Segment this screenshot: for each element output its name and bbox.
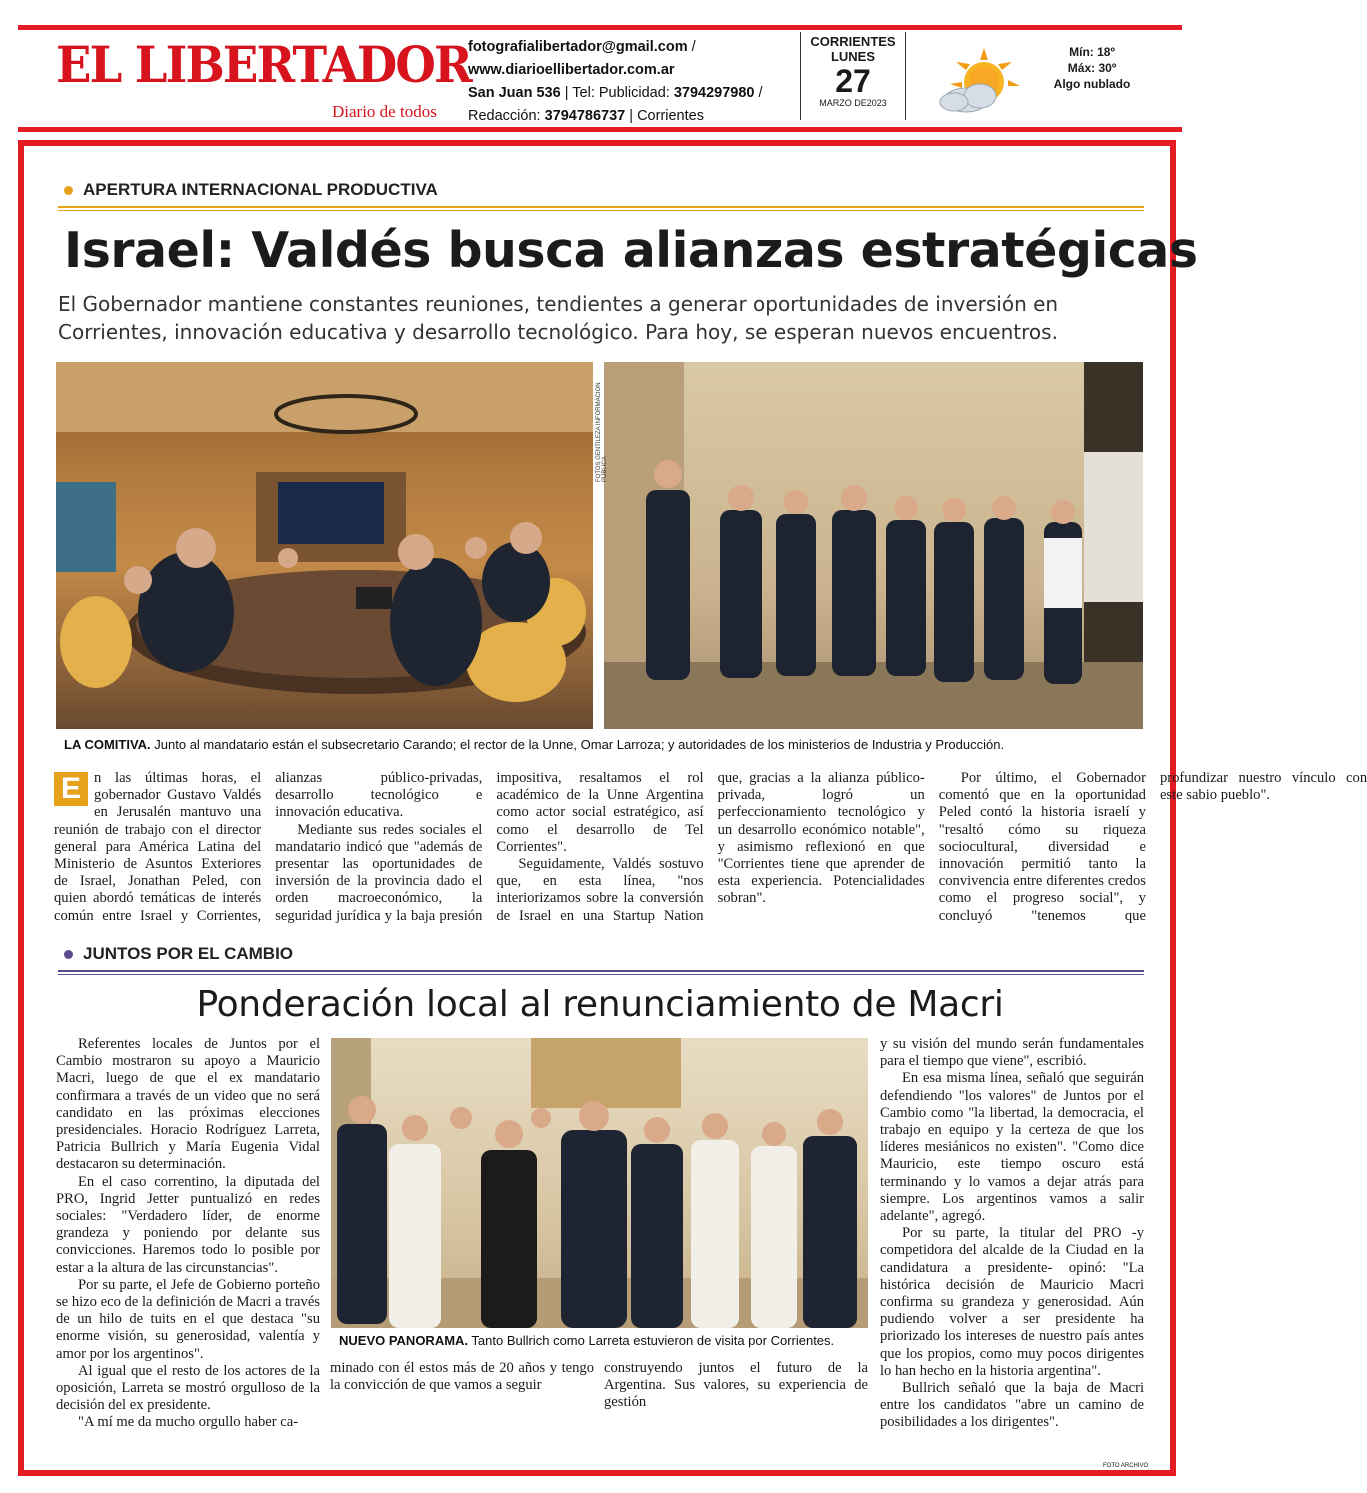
sun-cloud-icon	[932, 46, 1024, 116]
article-2-col-left: Referentes locales de Juntos por el Cambio mostraron su apoyo a Mauricio Macri, luego de que el ex mandatario confirmara a través de un video que no será candidato en las próximas elecciones presidenciales. Horacio Rodríguez Larreta, Patricia Bullrich y María Eugenia Vidal destacaron su determinación. En el caso correntino, la diputada del PRO, Ingrid Jetter puntualizó en redes sociales: "Verdadero líder, de enorme grandeza y poniendo por delante sus convicciones. Haremos todo lo posible por estar a la altura de las circunstancias". Por su parte, el Jefe de Gobierno porteño se hizo eco de la definición de Macri a través de un hilo de tuits en el que destaca "su enorme visión, su generosidad, valentía y amor por los argentinos". Al igual que el resto de los actores de la oposición, Larreta se mostró orgulloso de la decisión del ex presidente. "A mí me da mucho orgullo haber ca-	[56, 1036, 320, 1431]
article-2-col-mid2: construyendo juntos el futuro de la Argentina. Sus valores, su experiencia de gestión	[604, 1360, 868, 1411]
temp-max: Máx: 30º	[1067, 61, 1117, 75]
website-link[interactable]: www.diarioellibertador.com.ar	[468, 62, 675, 78]
article-1-body: E n las últimas horas, el gobernador Gustavo Valdés en Jerusalén mantuvo una reunión de trabajo con el director general para América Latina del Ministerio de Asuntos Exteriores de Israel, Jonathan Peled, con quien abordó temáticas de interés común entre Israel y Corrientes, alianzas público-privadas, desarrollo tecnológico e innovación educativa. Mediante sus redes sociales el mandatario indicó que "además de presentar las oportunidades de inversión de la provincia dado el orden macroeconómico, la seguridad jurídica y la baja presión impositiva, resaltamos el rol académico de la Unne Argentina como actor social estratégico, así como el desarrollo de Tel Corrientes". Seguidamente, Valdés sostuvo que, en esta línea, "nos interiorizamos sobre la conversión de Israel en una Startup Nation que, gracias a la alianza público-privada, logró un perfeccionamiento tecnológico y un desarrollo económico notable", y asimismo reflexionó en que "Corrientes tiene que aprender de esta experiencia. Potencialidades sobran". Por último, el Gobernador comentó que en la oportunidad Peled contó la historia israelí y "resaltó cómo su riqueza sociocultural, diversidad e innovación permitió tanto la convivencia entre diferentes credos como el progreso social", y concluyó "tenemos que profundizar nuestro vínculo con este sabio pueblo".	[54, 770, 1367, 924]
article-2-headline[interactable]: Ponderación local al renunciamiento de Macri	[196, 984, 1004, 1025]
photo-meeting-room[interactable]	[56, 362, 593, 729]
section-rule-1	[58, 206, 1144, 211]
article-1-headline[interactable]: Israel: Valdés busca alianzas estratégicas	[64, 222, 1198, 279]
kicker-section-2: JUNTOS POR EL CAMBIO	[64, 944, 293, 964]
photo-caption-1: LA COMITIVA. Junto al mandatario están el subsecretario Carando; el rector de la Unne, Omar Larroza; y autoridades de los ministerios de Industria y Producción.	[64, 737, 1005, 752]
contact-block: fotografialibertador@gmail.com / www.diarioellibertador.com.ar San Juan 536 | Tel: Publicidad: 3794297980 / Redacción: 3794786737 | Corrientes	[468, 39, 763, 124]
photo-credit-1: FOTOS GENTILEZA INFORMACIÓN PÚBLICA	[596, 382, 608, 482]
slogan: Diario de todos	[332, 102, 437, 121]
section-rule-2	[58, 970, 1144, 975]
article-2-col-right: y su visión del mundo serán fundamentales para el tiempo que viene", escribió. En esa misma línea, señaló que seguirán defendiendo "los valores" de Juntos por el Cambio como "la libertad, la democracia, el trabajo en equipo y la certeza de que los líderes mesiánicos no existen". "Como dice Mauricio, este tiempo oscuro está terminando y lo vamos a dejar atrás para siempre. Los argentinos vamos a salir adelante", agregó. Por su parte, la titular del PRO -y competidora del alcalde de la Ciudad en la candidatura a presidente- opinó: "La histórica decisión de Mauricio Macri confirma su grandeza y generosidad. Aún pudiendo volver a ser presidente ha priorizado los intereses de nuestro país antes que los propios, como muy pocos dirigentes lo han hecho en la historia argentina". Bullrich señaló que la baja de Macri entre los candidatos "abre un camino de posibilidades a los dirigentes".	[880, 1036, 1144, 1431]
dropcap: E	[54, 772, 88, 806]
kicker-dot	[64, 186, 73, 195]
temp-min: Mín: 18º	[1069, 45, 1115, 59]
jxc-group-illustration	[331, 1038, 868, 1328]
email-link[interactable]: fotografialibertador@gmail.com	[468, 39, 688, 55]
newspaper-logo[interactable]: EL LIBERTADOR	[56, 35, 471, 94]
ads-phone: 3794297980	[673, 85, 755, 101]
article-2-col-mid1: minado con él estos más de 20 años y tengo la convicción de que vamos a seguir	[330, 1360, 594, 1394]
photo-jxc-group[interactable]	[331, 1038, 868, 1328]
address: San Juan 536	[468, 85, 561, 101]
kicker-dot	[64, 950, 73, 959]
masthead	[18, 26, 1182, 126]
date-day: 27	[835, 63, 871, 99]
meeting-room-illustration	[56, 362, 593, 729]
photo-credit-2: FOTO ARCHIVO	[1103, 1463, 1149, 1469]
newsroom-phone: 3794786737	[544, 108, 626, 124]
group-illustration	[604, 362, 1143, 729]
article-1-deck: El Gobernador mantiene constantes reuniones, tendientes a generar oportunidades de inversión en Corrientes, innovación educativa y desarrollo tecnológico. Para hoy, se esperan nuevos encuentros.	[58, 292, 1059, 344]
date-weekday: LUNES	[830, 49, 876, 64]
date-month-year: MARZO DE2023	[819, 98, 887, 108]
weather-text	[1048, 44, 1136, 92]
photo-delegation-group[interactable]	[604, 362, 1143, 729]
photo-caption-2: NUEVO PANORAMA. Tanto Bullrich como Larreta estuvieron de visita por Corrientes.	[339, 1333, 835, 1348]
weather-condition: Algo nublado	[1053, 77, 1131, 91]
date-city: CORRIENTES	[810, 34, 896, 49]
kicker-section-1: APERTURA INTERNACIONAL PRODUCTIVA	[64, 180, 438, 200]
date-box	[800, 32, 906, 120]
